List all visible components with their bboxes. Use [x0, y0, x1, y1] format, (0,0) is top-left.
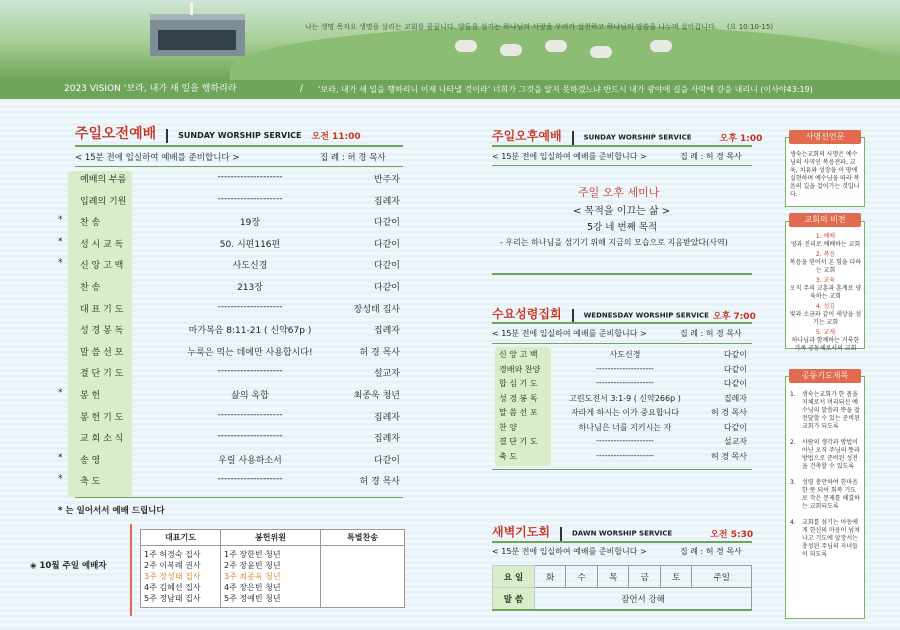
prayer-item — [790, 479, 862, 511]
header-quote: 나는 생명 목자요 생명을 살리는 교회를 꿈꿉니다. 양들을 섬기는 하나님의 사랑을 우리가 실천하고 하나님의 말씀을 나누며 살아갑니다. — [305, 23, 717, 31]
wednesday-order — [495, 349, 755, 469]
divider — [75, 166, 403, 167]
dawn-table — [492, 565, 752, 610]
row-mark: * — [58, 452, 63, 463]
prayer-item-number: 4. — [790, 519, 796, 526]
afternoon-header — [492, 127, 762, 145]
offering-row: 4주 장은빈 청년 — [224, 583, 281, 592]
sheep-image — [590, 46, 612, 58]
row-label: 봉 헌 기 도 — [80, 412, 124, 423]
october-label: ◈ 10월 주일 예배자 — [30, 561, 107, 571]
order-row — [50, 410, 410, 432]
vision-title: 2023 VISION ‘보라, 내가 새 일을 행하리라 — [64, 84, 237, 94]
vision-item-text: 하나님과 함께하는 거룩한 가족 공동체로서의 교회 — [791, 337, 860, 352]
church-image — [150, 14, 245, 56]
prayer-row: 1주 허경숙 집사 — [144, 550, 201, 559]
divider — [492, 541, 752, 543]
seminar-desc: - 우리는 하나님을 섬기기 위해 지금의 모습으로 지음받았다(사역) — [500, 238, 728, 247]
row-leader: 최종욱 청년 — [353, 391, 400, 401]
divider — [492, 343, 752, 344]
row-leader: 집례자 — [723, 393, 747, 403]
vision-list — [788, 233, 863, 355]
row-leader: 다같이 — [723, 364, 747, 374]
table-header: 봉헌위원 — [221, 530, 321, 546]
sheep-image — [455, 40, 477, 52]
morning-order — [50, 172, 410, 502]
row-label: 신 앙 고 백 — [80, 261, 124, 272]
row-content: 50. 시편116편 — [219, 239, 281, 250]
row-label: 결 단 기 도 — [499, 437, 538, 446]
divider — [492, 165, 752, 166]
header-banner — [0, 0, 900, 80]
row-content: 19장 — [239, 218, 261, 229]
row-leader: 다같이 — [373, 283, 400, 293]
row-mark: * — [58, 236, 63, 247]
row-label: 축 도 — [80, 477, 101, 488]
vision-item-head: 1. 예배 — [815, 233, 836, 240]
row-leader: 반주자 — [373, 175, 400, 185]
row-content: -------------------- — [217, 172, 283, 182]
wednesday-en: WEDNESDAY WORSHIP SERVICE — [583, 311, 709, 320]
row-leader: 다같이 — [723, 350, 747, 359]
row-leader: 설교자 — [373, 369, 400, 380]
row-leader: 집례자 — [373, 326, 400, 337]
order-row — [50, 172, 410, 194]
wednesday-prep: < 15분 전에 입실하여 예배를 준비합니다 > — [492, 329, 647, 338]
prayer-item — [790, 391, 862, 431]
morning-leader: 집 례 : 허 경 목사 — [320, 153, 386, 163]
prayer-item-text: 교회를 섬기는 아동에게 한신의 마음이 넘쳐나고 기도에 앞장서는 충성된 주님의 자녀들이 되도록 — [802, 519, 860, 558]
row-label: 찬 송 — [80, 218, 101, 229]
bulletin-page — [0, 99, 900, 630]
mission-title: 사명선언문 — [789, 130, 861, 144]
dawn-day: 주일 — [692, 566, 752, 588]
wednesday-header — [492, 305, 756, 323]
row-content: 사도신경 — [609, 350, 641, 359]
prayer-item — [790, 519, 862, 559]
row-label: 봉 헌 — [80, 391, 101, 401]
october-table — [140, 529, 405, 608]
offering-row: 2주 장윤빈 청년 — [224, 561, 281, 570]
prayer-item-number: 1. — [790, 391, 796, 398]
row-label: 찬 송 — [80, 283, 101, 293]
vision-item-text: 영과 진리로 예배하는 교회 — [790, 241, 861, 248]
row-label: 찬 양 — [499, 422, 517, 432]
dawn-day-label: 요 일 — [493, 566, 535, 588]
row-content: -------------------- — [596, 450, 654, 460]
row-leader: 허 경 목사 — [359, 347, 400, 358]
prayer-item-text: 성령 충만하여 한마음 한 뜻 되어 회복 기도로 작은 문제를 해결하는 교회되도록 — [802, 479, 860, 510]
dawn-day: 수 — [566, 566, 597, 588]
row-mark: * — [58, 474, 63, 485]
dawn-day: 토 — [660, 566, 691, 588]
row-content: 하나님은 너를 지키시는 자 — [578, 422, 672, 432]
vision-item-text: 복음을 믿어서 온 힘을 다하는 교회 — [789, 259, 862, 274]
row-leader: 장성태 집사 — [353, 304, 400, 315]
row-content: -------------------- — [217, 366, 283, 377]
order-row — [50, 453, 410, 475]
vision-item-head: 4. 섬김 — [815, 303, 836, 310]
row-content: -------------------- — [217, 409, 283, 420]
row-leader: 다같이 — [373, 239, 400, 250]
row-leader: 집례자 — [373, 412, 400, 423]
seminar-title: 주일 오후 세미나 — [578, 186, 660, 199]
afternoon-title: 주일오후예배 — [492, 129, 562, 143]
divider — [492, 145, 752, 147]
table-header: 특별찬송 — [321, 530, 405, 546]
row-label: 말 씀 선 포 — [80, 347, 124, 358]
afternoon-time: 오후 1:00 — [719, 134, 763, 144]
vision-box-title: 교회의 비전 — [789, 213, 861, 227]
prayer-row: 5주 정남태 집사 — [144, 594, 201, 603]
prayer-item-number: 2. — [790, 439, 796, 446]
row-label: 성 경 봉 독 — [499, 393, 538, 403]
row-label: 경배와 찬양 — [499, 364, 541, 374]
order-row — [50, 258, 410, 280]
sheep-image — [545, 40, 567, 52]
vision-item-head: 3. 교육 — [815, 277, 836, 284]
row-label: 대 표 기 도 — [80, 304, 124, 315]
dawn-day: 목 — [597, 566, 628, 588]
order-row — [50, 366, 410, 388]
morning-title: 주일오전예배 — [75, 126, 157, 142]
row-content: -------------------- — [217, 301, 283, 312]
order-row — [50, 194, 410, 216]
row-label: 말 씀 선 포 — [499, 408, 538, 417]
prayer-item-text: 사람의 생각과 방법이 아닌 오직 주님의 뜻과 방법으로 준비된 성전을 건축할 수 있도록 — [802, 439, 860, 470]
row-label: 교 회 소 식 — [80, 434, 124, 445]
divider — [75, 497, 403, 498]
row-content: -------------------- — [217, 193, 283, 204]
prayer-item-text: 생숙는교회가 한 몸을 지체로서 머리되신 예수님의 말씀과 뜻을 잘 전달할 수 있는 준비된 교회가 되도록 — [802, 391, 860, 430]
order-row — [50, 237, 410, 259]
offering-row: 1주 장한빈 청년 — [224, 550, 281, 559]
divider — [492, 273, 752, 275]
dawn-prep: < 15분 전에 입실하여 예배를 준비합니다 > — [492, 547, 647, 556]
standing-note: * 는 일어서서 예배 드립니다 — [58, 506, 165, 516]
vision-item-head: 2. 복음 — [815, 251, 836, 258]
divider — [75, 145, 403, 147]
divider — [492, 609, 752, 611]
divider — [492, 322, 752, 324]
dawn-title: 새벽기도회 — [492, 525, 550, 539]
order-row — [50, 388, 410, 410]
afternoon-en: SUNDAY WORSHIP SERVICE — [583, 133, 692, 142]
row-leader: 설교자 — [723, 437, 747, 446]
offering-row: 5주 정예빈 청년 — [224, 594, 281, 603]
wednesday-leader: 집 례 : 허 경 목사 — [680, 329, 742, 338]
prayer-row: 3주 장성태 집사 — [144, 572, 201, 581]
row-label: 예배의 부름 — [80, 175, 127, 185]
row-content: 자라게 하시는 이가 중요합니다 — [570, 408, 680, 417]
order-row — [50, 431, 410, 453]
special-hymn-cell — [321, 546, 405, 608]
cross-icon — [190, 2, 193, 15]
dawn-word: 잠언서 강해 — [535, 588, 752, 610]
order-row — [50, 323, 410, 345]
dawn-leader: 집 례 : 허 경 목사 — [680, 547, 742, 556]
seminar-subtitle: < 목적을 이끄는 삶 > — [573, 206, 671, 217]
afternoon-prep: < 15분 전에 입실하여 예배를 준비합니다 > — [492, 152, 647, 161]
prayer-row: 2주 이복례 권사 — [144, 561, 201, 570]
row-content: 누룩은 먹는 데에만 사용합시다! — [187, 347, 313, 358]
row-content: -------------------- — [596, 363, 654, 373]
row-content: 사도신경 — [232, 261, 268, 272]
sheep-image — [500, 44, 522, 56]
row-mark: * — [58, 215, 63, 226]
afternoon-leader: 집 례 : 허 경 목사 — [680, 152, 742, 161]
row-mark: * — [58, 258, 63, 269]
order-row — [50, 474, 410, 496]
row-leader: 다같이 — [373, 261, 400, 272]
row-leader: 다같이 — [723, 379, 747, 388]
row-content: 213장 — [237, 283, 263, 293]
row-label: 송 영 — [80, 455, 101, 466]
vision-item-head: 5. 교제 — [815, 329, 836, 336]
row-leader: 허 경 목사 — [711, 408, 747, 417]
row-content: -------------------- — [217, 474, 283, 485]
row-label: 결 단 기 도 — [80, 369, 124, 380]
row-leader: 다같이 — [723, 422, 747, 432]
morning-time: 오전 11:00 — [311, 132, 361, 142]
row-label: 합 심 기 도 — [499, 379, 538, 388]
row-content: 고린도전서 3:1-9 ( 신약266p ) — [569, 393, 681, 403]
dawn-time: 오전 5:30 — [710, 530, 754, 540]
row-content: -------------------- — [596, 436, 654, 445]
prayer-item — [790, 439, 862, 471]
divider — [130, 524, 132, 616]
vision-item-text: 오직 주의 교훈과 훈계로 양육하는 교회 — [789, 285, 862, 300]
row-content: -------------------- — [596, 378, 654, 387]
prayer-title: 공동기도제목 — [789, 369, 861, 383]
dawn-day: 화 — [535, 566, 566, 588]
sheep-image — [650, 40, 672, 52]
order-row — [50, 302, 410, 324]
morning-prep: < 15분 전에 입실하여 예배를 준비합니다 > — [75, 153, 240, 163]
morning-en: SUNDAY WORSHIP SERVICE — [178, 131, 302, 140]
divider — [492, 469, 752, 470]
dawn-word-label: 말 씀 — [493, 588, 535, 610]
offering-row: 3주 최종욱 청년 — [224, 572, 281, 581]
row-content: 마가복음 8:11-21 ( 신약67p ) — [188, 326, 312, 337]
row-leader: 허 경 목사 — [359, 477, 400, 488]
row-label: 축 도 — [499, 451, 517, 461]
row-label: 신 앙 고 백 — [499, 350, 538, 359]
row-label: 성 경 봉 독 — [80, 326, 124, 337]
row-leader: 다같이 — [373, 455, 400, 466]
dawn-header — [492, 523, 753, 541]
order-row — [50, 280, 410, 302]
order-row — [50, 345, 410, 367]
row-content: -------------------- — [217, 431, 283, 442]
header-quote-ref: (요 10:10-15) — [727, 23, 774, 31]
row-label: 성 시 교 독 — [80, 239, 124, 250]
dawn-en: DAWN WORSHIP SERVICE — [571, 529, 673, 538]
row-label: 입례의 기원 — [80, 196, 127, 207]
wednesday-time: 오후 7:00 — [712, 312, 756, 322]
row-content: 삶의 옥합 — [231, 391, 269, 401]
hill-image — [230, 25, 900, 80]
vision-bar — [0, 80, 900, 99]
vision-divider: / — [300, 84, 304, 94]
morning-header — [75, 123, 361, 143]
prayer-list — [790, 391, 862, 567]
vision-verse: ‘보라, 내가 새 일을 행하리니 이제 나타낼 것이라’ 너희가 그것을 알지 못하겠느냐 반드시 내가 광야에 길을 사막에 강을 내리니 (이사야43:19) — [318, 85, 813, 94]
row-content: 우릴 사용하소서 — [218, 455, 282, 466]
row-leader: 허 경 목사 — [711, 451, 747, 461]
seminar-chapter: 5강 네 번째 목적 — [587, 222, 658, 233]
wednesday-title: 수요성령집회 — [492, 307, 562, 321]
table-header: 대표기도 — [141, 530, 221, 546]
row-leader: 집례자 — [373, 434, 400, 445]
order-row — [50, 215, 410, 237]
prayer-item-number: 3. — [790, 479, 796, 486]
row-leader: 다같이 — [373, 218, 400, 229]
row-mark: * — [58, 388, 63, 398]
dawn-day: 금 — [629, 566, 660, 588]
mission-text: 생숙는교회의 사명은 예수님의 사역인 복음전파, 교육, 치유와 성장을 이 땅에 실현하며 예수님을 따라 복음의 길을 걸어가는 것입니다. — [790, 151, 860, 198]
prayer-row: 4주 김혜선 집사 — [144, 583, 201, 592]
row-leader: 집례자 — [373, 196, 400, 207]
vision-item-text: 빛과 소금과 같이 세상을 섬기는 교회 — [789, 311, 862, 326]
